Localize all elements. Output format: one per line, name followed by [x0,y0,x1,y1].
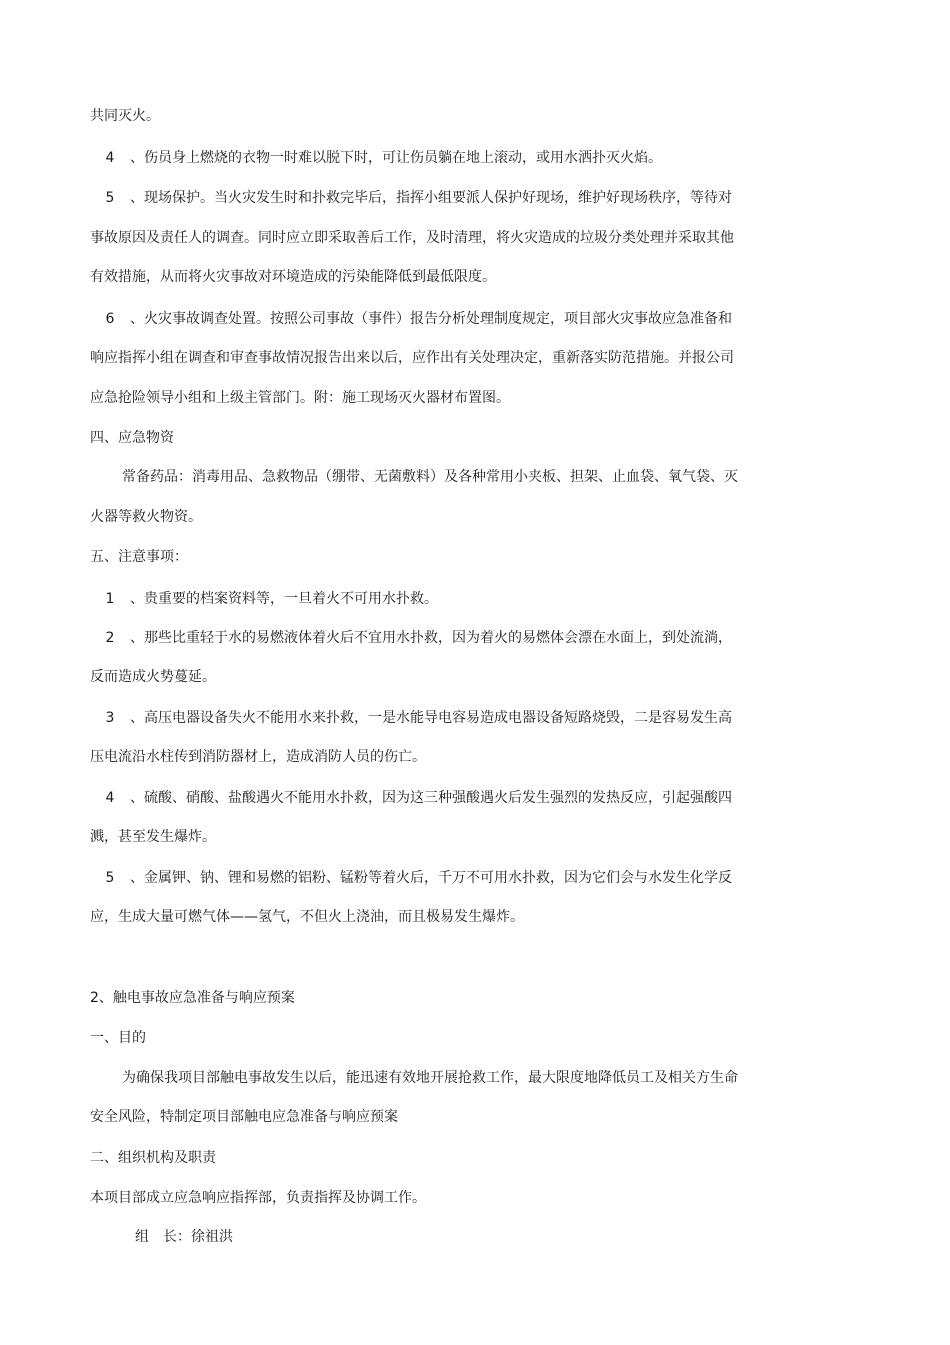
text-line: 事故原因及责任人的调查。同时应立即采取善后工作，及时清理，将火灾造成的垃圾分类处理并采取其他 [90,230,734,246]
text-line: 常备药品：消毒用品、急救物品（绷带、无菌敷料）及各种常用小夹板、担架、止血袋、氧气袋、灭 [122,469,738,485]
numbered-item [90,868,732,888]
text-line: 溅，甚至发生爆炸。 [90,829,216,845]
text-line: 应，生成大量可燃气体——氢气，不但火上浇油，而且极易发生爆炸。 [90,909,524,925]
text-line: 组 长：徐祖洪 [135,1229,233,1245]
numbered-item [90,788,732,808]
text-line: 反而造成火势蔓延。 [90,669,216,685]
item-number: 6 [105,311,115,327]
item-number: 2 [105,630,115,646]
numbered-item [90,708,732,728]
item-text: 、火灾事故调查处置。按照公司事故（事件）报告分析处理制度规定，项目部火灾事故应急准备和 [130,311,732,327]
item-text: 、那些比重轻于水的易燃液体着火后不宜用水扑救，因为着火的易燃体会漂在水面上，到处流淌， [130,630,732,646]
text-line: 响应指挥小组在调查和审查事故情况报告出来以后，应作出有关处理决定，重新落实防范措施。并报公司 [90,350,734,366]
numbered-item [90,628,732,648]
section-heading: 二、组织机构及职责 [90,1150,216,1166]
numbered-item [90,309,732,329]
numbered-item [90,148,662,168]
section-heading: 2、触电事故应急准备与响应预案 [90,990,295,1006]
numbered-item [90,589,438,609]
item-number: 4 [105,790,115,806]
text-line: 安全风险，特制定项目部触电应急准备与响应预案 [90,1109,398,1125]
text-line: 有效措施，从而将火灾事故对环境造成的污染能降低到最低限度。 [90,269,496,285]
section-heading: 五、注意事项： [90,549,188,565]
text-line: 火器等救火物资。 [90,509,202,525]
item-text: 、伤员身上燃烧的衣物一时难以脱下时，可让伤员躺在地上滚动，或用水洒扑灭火焰。 [130,150,662,166]
item-number: 3 [105,710,115,726]
item-text: 、金属钾、钠、锂和易燃的铝粉、锰粉等着火后，千万不可用水扑救，因为它们会与水发生化学反 [130,870,732,886]
text-line: 应急抢险领导小组和上级主管部门。附：施工现场灭火器材布置图。 [90,390,510,406]
text-line: 本项目部成立应急响应指挥部，负责指挥及协调工作。 [90,1190,426,1206]
item-number: 1 [105,591,115,607]
item-text: 、高压电器设备失火不能用水来扑救，一是水能导电容易造成电器设备短路烧毁，二是容易发生高 [130,710,732,726]
item-text: 、现场保护。当火灾发生时和扑救完毕后，指挥小组要派人保护好现场，维护好现场秩序，等待对 [130,190,732,206]
item-number: 5 [105,190,115,206]
section-heading: 一、目的 [90,1030,146,1046]
text-line: 压电流沿水柱传到消防器材上，造成消防人员的伤亡。 [90,749,426,765]
item-number: 4 [105,150,115,166]
item-text: 、贵重要的档案资料等，一旦着火不可用水扑救。 [130,591,438,607]
text-line: 为确保我项目部触电事故发生以后，能迅速有效地开展抢救工作，最大限度地降低员工及相关方生命 [122,1070,738,1086]
item-number: 5 [105,870,115,886]
item-text: 、硫酸、硝酸、盐酸遇火不能用水扑救，因为这三种强酸遇火后发生强烈的发热反应，引起强酸四 [130,790,732,806]
section-heading: 四、应急物资 [90,430,174,446]
numbered-item [90,188,732,208]
text-line: 共同灭火。 [90,108,160,124]
